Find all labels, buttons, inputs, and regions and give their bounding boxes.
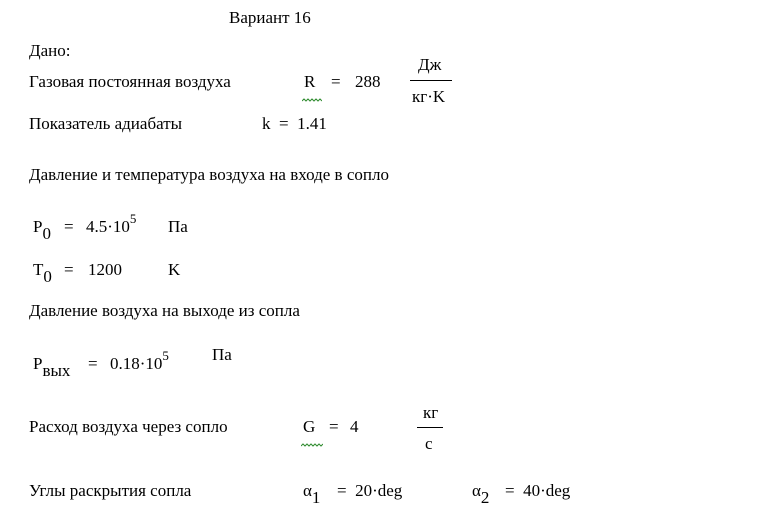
adiabatic-label: Показатель адиабаты xyxy=(29,114,183,133)
t0-symbol: T xyxy=(33,260,44,279)
t0-subscript: 0 xyxy=(43,267,52,286)
angles-label: Углы раскрытия сопла xyxy=(29,481,192,500)
pout-exponent: 5 xyxy=(162,348,169,363)
page-title: Вариант 16 xyxy=(229,8,311,27)
gas-constant-value: 288 xyxy=(355,72,381,91)
gas-constant-label: Газовая постоянная воздуха xyxy=(29,72,231,91)
flow-unit-denominator: с xyxy=(425,434,433,453)
gas-constant-equals: = xyxy=(331,72,341,91)
flow-value: 4 xyxy=(350,417,359,436)
p0-unit: Па xyxy=(168,217,188,236)
pout-value xyxy=(110,348,169,373)
p0-exponent: 5 xyxy=(129,211,137,226)
p0-mantissa: 4.5·10 xyxy=(86,217,130,236)
p0-subscript: 0 xyxy=(42,224,51,243)
t0-equals: = xyxy=(64,260,74,279)
pout-mantissa: 0.18·10 xyxy=(110,354,163,373)
p0-equals: = xyxy=(64,217,74,236)
flow-symbol: G xyxy=(303,417,316,436)
t0-expression xyxy=(33,260,52,286)
flow-label: Расход воздуха через сопло xyxy=(29,417,228,436)
gas-constant-symbol: R xyxy=(304,72,316,91)
t0-unit: K xyxy=(168,260,181,279)
alpha1-symbol: α xyxy=(303,481,312,500)
pout-equals: = xyxy=(88,354,98,373)
outlet-heading: Давление воздуха на выходе из сопла xyxy=(29,301,300,320)
gas-constant-fraction-bar xyxy=(410,80,452,81)
p0-value xyxy=(86,211,137,236)
alpha2-expression xyxy=(472,481,490,507)
flow-unit-numerator: кг xyxy=(423,403,439,422)
adiabatic-expression: k = 1.41 xyxy=(262,114,327,133)
pout-unit: Па xyxy=(212,345,232,364)
flow-error-squiggle xyxy=(301,434,323,438)
pout-symbol: P xyxy=(33,354,43,373)
alpha2-symbol: α xyxy=(472,481,481,500)
inlet-heading: Давление и температура воздуха на входе в сопло xyxy=(29,165,389,184)
gas-constant-unit-denominator: кг·K xyxy=(412,87,446,106)
alpha1-value: = 20·deg xyxy=(337,481,403,500)
t0-value: 1200 xyxy=(88,260,122,279)
flow-fraction-bar xyxy=(417,427,443,428)
gas-constant-error-squiggle xyxy=(302,89,322,93)
gas-constant-unit-numerator: Дж xyxy=(418,55,442,74)
given-label: Дано: xyxy=(29,41,71,60)
alpha2-subscript: 2 xyxy=(480,488,490,507)
alpha1-expression xyxy=(303,481,321,507)
alpha2-value: = 40·deg xyxy=(505,481,571,500)
alpha1-subscript: 1 xyxy=(311,488,321,507)
pout-subscript: вых xyxy=(42,361,71,380)
pout-expression xyxy=(33,354,71,380)
p0-expression xyxy=(33,217,51,243)
p0-symbol: P xyxy=(33,217,43,236)
flow-equals: = xyxy=(329,417,339,436)
